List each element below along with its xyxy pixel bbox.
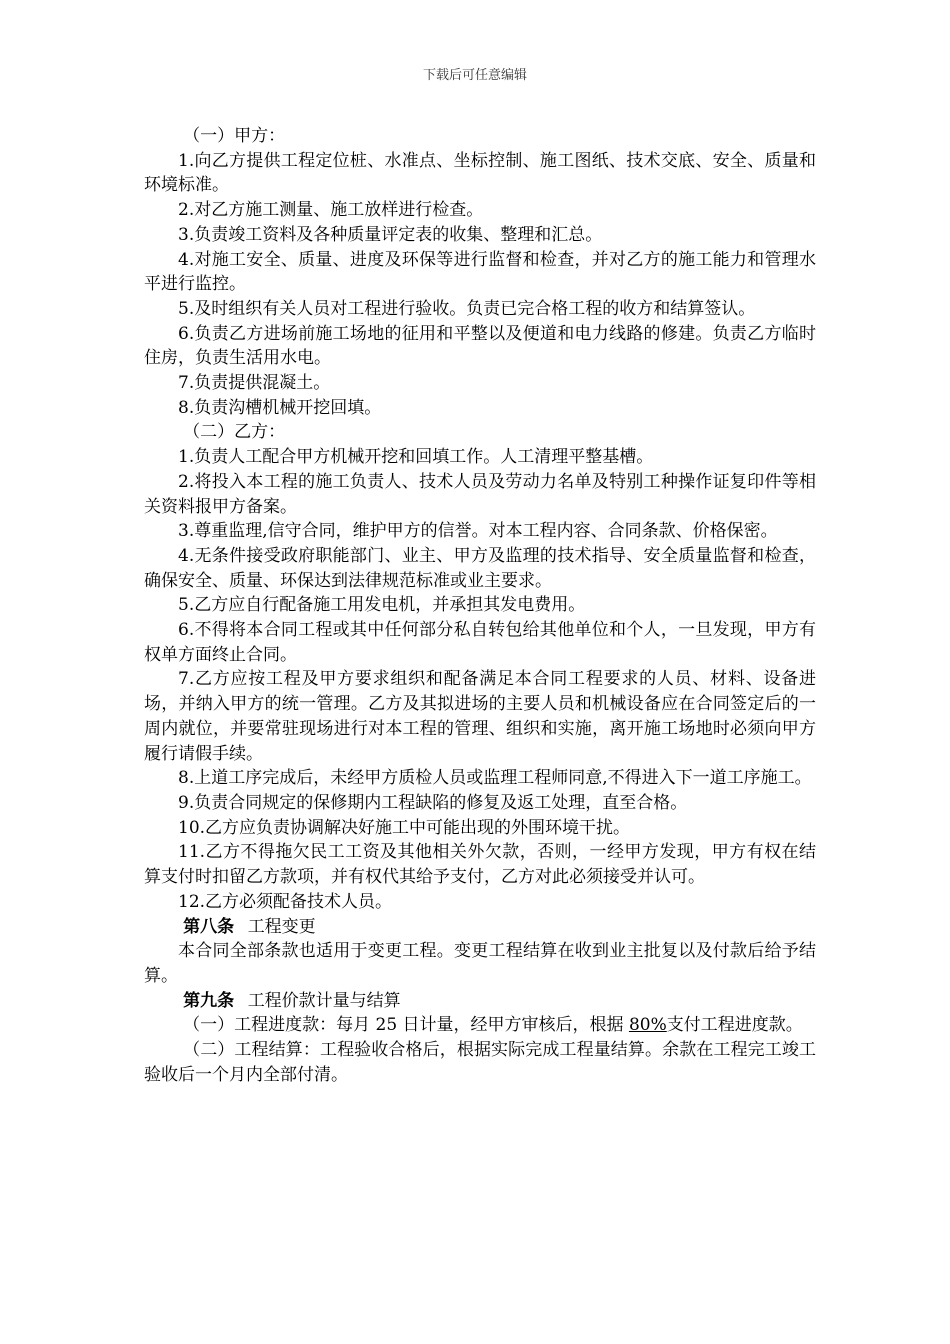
- article-8-body: 本合同全部条款也适用于变更工程。变更工程结算在收到业主批复以及付款后给予结算。: [144, 941, 816, 986]
- party-b-item-1: 1.负责人工配合甲方机械开挖和回填工作。人工清理平整基槽。: [178, 447, 654, 468]
- article-9-title: 工程价款计量与结算: [247, 990, 401, 1011]
- article-9-item-1-text-b: 支付工程进度款。: [666, 1015, 803, 1036]
- party-a-item-6: 6.负责乙方进场前施工场地的征用和平整以及便道和电力线路的修建。负责乙方临时住房，负责生活用水电。: [144, 323, 816, 369]
- article-9-item-2: （二）工程结算：工程验收合格后，根据实际完成工程量结算。余款在工程完工竣工验收后一个月内全部付清。: [144, 1040, 816, 1085]
- article-9-number: 第九条: [183, 990, 235, 1011]
- party-b-item-8: 8.上道工序完成后，未经甲方质检人员或监理工程师同意,不得进入下一道工序施工。: [178, 768, 812, 789]
- party-a-item-2: 2.对乙方施工测量、施工放样进行检查。: [178, 200, 484, 221]
- page-header: 下载后可任意编辑: [422, 68, 527, 83]
- party-a-item-5: 5.及时组织有关人员对工程进行验收。负责已完合格工程的收方和结算签认。: [178, 298, 756, 319]
- party-b-item-5: 5.乙方应自行配备施工用发电机，并承担其发电费用。: [178, 595, 586, 616]
- party-b-item-3: 3.尊重监理,信守合同，维护甲方的信誉。对本工程内容、合同条款、价格保密。: [178, 521, 778, 542]
- party-b-item-7: 7.乙方应按工程及甲方要求组织和配备满足本合同工程要求的人员、材料、设备进场，并纳入甲方的统一管理。乙方及其拟进场的主要人员和机械设备应在合同签定后的一周内就位，并要常驻现场进行对本工程的管理、组织和实施，离开施工场地时必须向甲方履行请假手续。: [144, 669, 816, 764]
- article-9-item-1-text-a: （一）工程进度款：每月 25 日计量，经甲方审核后，根据: [183, 1015, 629, 1036]
- party-a-item-8: 8.负责沟槽机械开挖回填。: [178, 397, 382, 418]
- party-a-item-1: 1.向乙方提供工程定位桩、水准点、坐标控制、施工图纸、技术交底、安全、质量和环境标准。: [144, 150, 816, 196]
- article-8-number: 第八条: [183, 916, 235, 937]
- article-8-heading: [144, 915, 816, 940]
- party-b-item-12: 12.乙方必须配备技术人员。: [178, 891, 393, 912]
- article-9-item-1: [144, 1013, 816, 1038]
- party-b-item-4: 4.无条件接受政府职能部门、业主、甲方及监理的技术指导、安全质量监督和检查，确保安全、质量、环保达到法律规范标准或业主要求。: [144, 545, 816, 591]
- party-a-item-3: 3.负责竣工资料及各种质量评定表的收集、整理和汇总。: [178, 224, 603, 245]
- party-b-item-2: 2.将投入本工程的施工负责人、技术人员及劳动力名单及特别工种操作证复印件等相关资料报甲方备案。: [144, 471, 816, 517]
- payment-percent: 80%: [628, 1015, 667, 1036]
- party-a-item-4: 4.对施工安全、质量、进度及环保等进行监督和检查，并对乙方的施工能力和管理水平进行监控。: [144, 249, 816, 295]
- party-b-item-6: 6.不得将本合同工程或其中任何部分私自转包给其他单位和个人，一旦发现，甲方有权单方面终止合同。: [144, 620, 816, 665]
- party-b-item-10: 10.乙方应负责协调解决好施工中可能出现的外围环境干扰。: [178, 817, 631, 838]
- article-9-heading: [144, 989, 816, 1014]
- party-a-heading: （一）甲方：: [183, 126, 286, 146]
- party-a-item-7: 7.负责提供混凝土。: [178, 373, 331, 394]
- party-b-item-11: 11.乙方不得拖欠民工工资及其他相关外欠款，否则，一经甲方发现，甲方有权在结算支付时扣留乙方款项，并有权代其给予支付，乙方对此必须接受并认可。: [144, 842, 816, 888]
- article-8-title: 工程变更: [247, 916, 316, 937]
- document-body: [144, 124, 816, 1087]
- party-b-heading: （二）乙方：: [183, 422, 286, 443]
- party-b-item-9: 9.负责合同规定的保修期内工程缺陷的修复及返工处理，直至合格。: [178, 792, 688, 813]
